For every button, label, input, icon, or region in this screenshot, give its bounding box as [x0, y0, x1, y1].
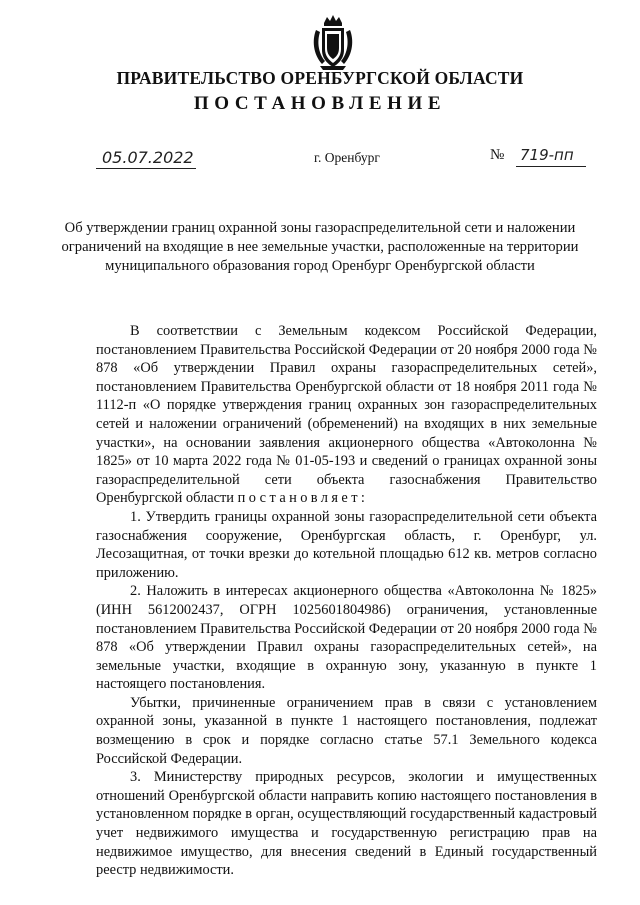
date-underline	[96, 168, 196, 169]
intro-paragraph	[96, 322, 597, 508]
number-label: №	[490, 147, 505, 163]
item-3-paragraph: 3. Министерству природных ресурсов, экологии и имущественных отношений Оренбургской области направить копию настоящего постановления в установленном порядке в орган, осуществляющий государственный кадастровый учет недвижимого имущества и государственную регистрацию прав на недвижимое имущество, для внесения сведений в Единый государственный реестр недвижимости.	[96, 769, 597, 879]
document-city: г. Оренбург	[314, 150, 380, 165]
document-body	[96, 322, 597, 880]
number-underline	[516, 166, 586, 167]
item-2-paragraph: 2. Наложить в интересах акционерного общества «Автоколонна № 1825» (ИНН 5612002437, ОГРН 1025601804986) ограничения, установленные постановлением Правительства Российской Федерации от 20 ноября 2000 года № 878 «Об утверждении Правил охраны газораспределительных сетей», на земельные участки, входящие в охранную зону, указанную в пункте 1 настоящего постановления.	[96, 583, 597, 693]
organization-title: ПРАВИТЕЛЬСТВО ОРЕНБУРГСКОЙ ОБЛАСТИ	[116, 68, 524, 88]
resolves-word: постановляет:	[237, 490, 369, 507]
document-date: 05.07.2022	[102, 148, 194, 167]
coat-of-arms-icon	[310, 14, 356, 72]
document-type-heading: ПОСТАНОВЛЕНИЕ	[193, 93, 447, 114]
intro-text: В соответствии с Земельным кодексом Российской Федерации, постановлением Правительства Российской Федерации от 20 ноября 2000 года № 878 «Об утверждении Правил охраны газораспределительных сетей», постановлением Правительства Оренбургской области от 18 ноября 2011 года № 1112-п «О порядке утверждения границ охранных зон газораспределительных сетей и наложении ограничений (обременений) на входящих в них земельные участки», на основании заявления акционерного общества «Автоколонна № 1825» от 10 марта 2022 года № 01-05-193 и сведений о границах охранной зоны газораспределительной сети объекта газоснабжения Правительство Оренбургской области	[96, 323, 597, 507]
item-1-paragraph: 1. Утвердить границы охранной зоны газораспределительной сети объекта газоснабжения сооружение, Оренбургская область, г. Оренбург, ул. Лесозащитная, от точки врезки до котельной площадью 612 кв. метров согласно приложению.	[96, 508, 597, 581]
item-2-note-paragraph: Убытки, причиненные ограничением прав в связи с установлением охранной зоны, указанной в пункте 1 настоящего постановления, подлежат возмещению в срок и порядке согласно статье 57.1 Земельного кодекса Российской Федерации.	[96, 694, 597, 767]
document-number: 719-пп	[520, 146, 574, 164]
document-subject: Об утверждении границ охранной зоны газораспределительной сети и наложении ограничений на входящие в нее земельные участки, расположенные на территории муниципального образования город Оренбург Оренбургской области	[61, 220, 579, 274]
